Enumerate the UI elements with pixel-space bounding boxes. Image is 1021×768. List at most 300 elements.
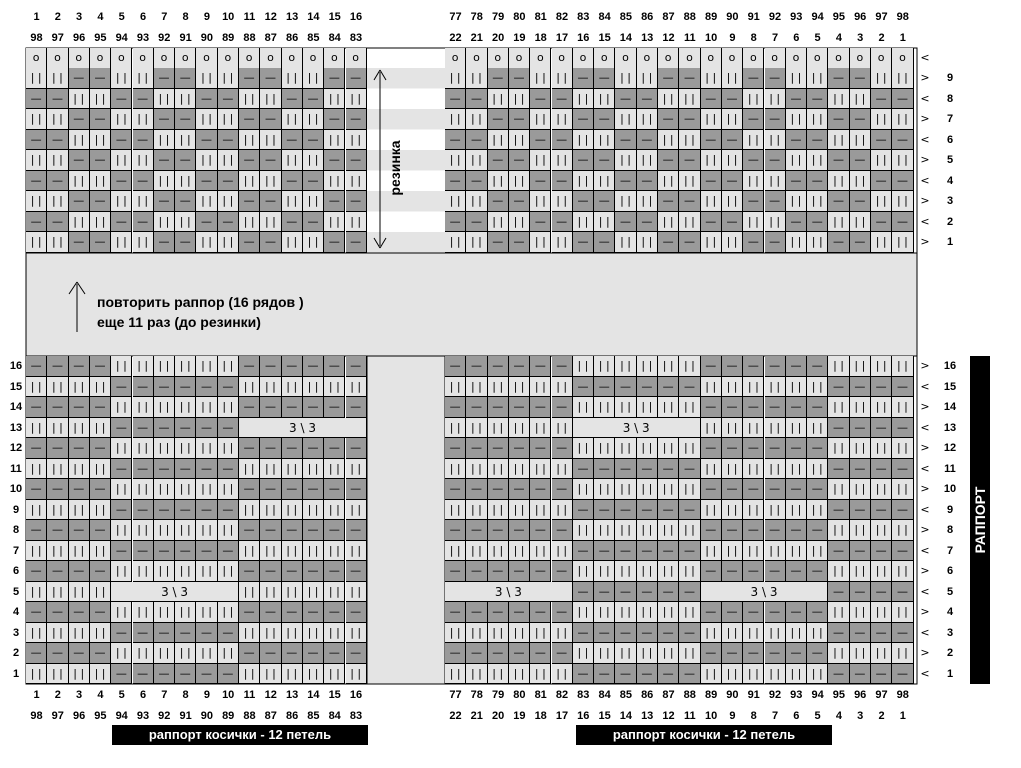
rib-stitch: | | [701, 150, 722, 171]
rib-stitch: | | [282, 232, 303, 253]
col-label-bottom-alt: 83 [349, 710, 363, 722]
rib-stitch: — [615, 130, 636, 151]
rib-stitch: | | [282, 109, 303, 130]
col-label-bottom: 85 [619, 689, 633, 701]
main-stitch: | | [445, 664, 466, 685]
rib-stitch: — [154, 232, 175, 253]
main-stitch: | | [637, 479, 658, 500]
rib-stitch: | | [637, 191, 658, 212]
main-stitch: — [239, 561, 260, 582]
col-label-top-alt: 8 [750, 32, 757, 44]
rib-stitch: — [509, 191, 530, 212]
rib-stitch: | | [282, 191, 303, 212]
rib-stitch: | | [743, 212, 764, 233]
rib-stitch: — [346, 68, 367, 89]
main-stitch: | | [26, 541, 47, 562]
rib-stitch: | | [218, 232, 239, 253]
rib-stitch: — [445, 89, 466, 110]
rib-stitch: | | [466, 232, 487, 253]
row-number-left: 14 [9, 401, 23, 413]
rib-stitch: | | [133, 68, 154, 89]
main-stitch: | | [260, 541, 281, 562]
rib-stitch: — [509, 68, 530, 89]
main-stitch: — [47, 397, 68, 418]
rib-stitch: — [133, 130, 154, 151]
rib-stitch: — [850, 191, 871, 212]
col-label-top-alt: 85 [307, 32, 320, 44]
rib-stitch: — [303, 130, 324, 151]
rib-stitch: | | [615, 191, 636, 212]
main-stitch: — [786, 520, 807, 541]
main-stitch: | | [637, 643, 658, 664]
main-stitch: — [303, 602, 324, 623]
row-direction: < [920, 379, 930, 393]
rib-stitch: — [679, 191, 700, 212]
col-label-bottom-alt: 14 [619, 710, 633, 722]
row-direction: > [920, 482, 930, 495]
main-stitch: — [679, 623, 700, 644]
col-label-top-alt: 1 [899, 32, 906, 44]
main-stitch: — [260, 643, 281, 664]
rib-stitch: — [488, 232, 509, 253]
row-direction: > [920, 153, 930, 166]
row-number: 4 [946, 174, 954, 187]
col-label-bottom-alt: 10 [704, 710, 718, 722]
col-label-top: 12 [264, 11, 277, 23]
rib-stitch: | | [892, 191, 913, 212]
main-stitch: | | [530, 500, 551, 521]
rib-gap-stripe [367, 232, 445, 253]
row-number-left: 6 [12, 565, 20, 577]
main-stitch: — [637, 623, 658, 644]
row-direction: < [920, 666, 930, 680]
main-stitch: | | [218, 356, 239, 377]
main-stitch: | | [346, 541, 367, 562]
main-stitch: | | [807, 623, 828, 644]
main-stitch: | | [175, 643, 196, 664]
rib-stitch: — [765, 150, 786, 171]
col-label-top-alt: 13 [641, 32, 654, 44]
rib-stitch: — [282, 130, 303, 151]
rib-stitch: | | [196, 68, 217, 89]
main-stitch: | | [552, 623, 573, 644]
main-stitch: | | [594, 397, 615, 418]
rib-stitch: — [69, 68, 90, 89]
rib-stitch: | | [445, 150, 466, 171]
rib-stitch: | | [47, 191, 68, 212]
main-stitch: — [303, 561, 324, 582]
main-stitch: — [445, 438, 466, 459]
main-stitch: — [488, 356, 509, 377]
rib-stitch: | | [111, 191, 132, 212]
row-direction: > [920, 71, 930, 84]
main-stitch: | | [743, 377, 764, 398]
cable-repeat-label-left: раппорт косички - 12 петель [112, 725, 368, 745]
main-stitch: | | [637, 561, 658, 582]
yarn-over-stitch: o [239, 48, 260, 69]
main-stitch: | | [175, 438, 196, 459]
rib-stitch: — [850, 68, 871, 89]
main-stitch: | | [828, 602, 849, 623]
main-stitch: | | [637, 520, 658, 541]
rib-stitch: — [637, 89, 658, 110]
rib-stitch: | | [743, 171, 764, 192]
main-stitch: — [488, 602, 509, 623]
col-label-top-alt: 4 [835, 32, 842, 44]
main-stitch: — [239, 602, 260, 623]
main-stitch: | | [445, 459, 466, 480]
main-stitch: | | [658, 479, 679, 500]
rib-stitch: | | [445, 109, 466, 130]
col-label-top-alt: 3 [857, 32, 864, 44]
rib-stitch: — [701, 89, 722, 110]
main-stitch: — [47, 438, 68, 459]
main-stitch: — [743, 356, 764, 377]
col-label-bottom-alt: 22 [449, 710, 462, 722]
col-label-bottom-alt: 17 [555, 710, 569, 722]
main-stitch: | | [850, 397, 871, 418]
main-stitch: — [850, 418, 871, 439]
main-stitch: — [218, 664, 239, 685]
main-stitch: — [573, 623, 594, 644]
main-stitch: — [111, 541, 132, 562]
main-stitch: — [90, 479, 111, 500]
col-label-top-alt: 91 [179, 32, 192, 44]
rib-stitch: | | [552, 150, 573, 171]
main-stitch: — [871, 377, 892, 398]
main-stitch: — [722, 438, 743, 459]
main-stitch: — [111, 623, 132, 644]
main-stitch: — [637, 500, 658, 521]
main-stitch: — [509, 520, 530, 541]
main-stitch: | | [786, 377, 807, 398]
col-label-top: 11 [243, 11, 256, 23]
main-stitch: — [133, 418, 154, 439]
main-stitch: | | [552, 541, 573, 562]
rib-stitch: | | [90, 171, 111, 192]
rib-stitch: | | [807, 109, 828, 130]
col-label-bottom-alt: 85 [307, 710, 320, 722]
main-stitch: — [552, 520, 573, 541]
row-number-left: 16 [9, 360, 23, 372]
main-stitch: — [466, 643, 487, 664]
main-stitch: — [488, 438, 509, 459]
main-stitch: | | [892, 438, 913, 459]
row-number: 3 [946, 626, 954, 639]
main-stitch: — [445, 356, 466, 377]
main-stitch: | | [722, 664, 743, 685]
rib-stitch: — [175, 109, 196, 130]
rib-stitch: — [679, 232, 700, 253]
row-number-left: 11 [10, 462, 22, 475]
main-stitch: — [26, 602, 47, 623]
row-direction: < [920, 502, 930, 516]
main-stitch: | | [743, 500, 764, 521]
row-number: 1 [946, 236, 954, 248]
main-stitch: | | [828, 643, 849, 664]
col-label-bottom-alt: 93 [136, 710, 150, 722]
main-stitch: — [573, 459, 594, 480]
rib-stitch: | | [552, 109, 573, 130]
yarn-over-stitch: o [509, 48, 530, 69]
main-stitch: — [282, 602, 303, 623]
rib-stitch: — [111, 212, 132, 233]
main-stitch: | | [552, 664, 573, 685]
main-stitch: | | [892, 520, 913, 541]
rib-stitch: | | [218, 109, 239, 130]
col-label-bottom: 86 [641, 689, 654, 701]
row-number: 5 [946, 154, 954, 166]
col-label-bottom: 4 [97, 689, 104, 701]
main-stitch: — [594, 623, 615, 644]
rib-stitch: | | [679, 212, 700, 233]
main-stitch: | | [701, 664, 722, 685]
main-stitch: | | [786, 623, 807, 644]
main-stitch: — [509, 397, 530, 418]
col-label-bottom: 11 [243, 689, 256, 701]
main-stitch: | | [552, 459, 573, 480]
main-stitch: | | [445, 623, 466, 644]
main-stitch: | | [282, 664, 303, 685]
row-number: 6 [946, 133, 954, 146]
main-stitch: — [828, 500, 849, 521]
main-stitch: — [445, 479, 466, 500]
rib-stitch: — [69, 191, 90, 212]
rib-stitch: | | [871, 109, 892, 130]
main-stitch: | | [637, 602, 658, 623]
yarn-over-stitch: o [303, 48, 324, 69]
rib-stitch: | | [69, 171, 90, 192]
rib-stitch: | | [133, 232, 154, 253]
col-label-top: 97 [875, 11, 888, 23]
rib-stitch: — [509, 232, 530, 253]
rib-stitch: — [850, 150, 871, 171]
main-stitch: — [445, 602, 466, 623]
main-stitch: — [701, 602, 722, 623]
rib-stitch: — [260, 109, 281, 130]
main-stitch: — [69, 438, 90, 459]
rib-stitch: — [239, 232, 260, 253]
col-label-top: 78 [470, 11, 483, 23]
main-stitch: — [594, 459, 615, 480]
rib-stitch: — [765, 191, 786, 212]
main-stitch: | | [850, 602, 871, 623]
main-stitch: | | [892, 397, 913, 418]
main-stitch: | | [530, 459, 551, 480]
main-stitch: — [892, 582, 913, 603]
rib-stitch: | | [303, 150, 324, 171]
main-stitch: — [47, 520, 68, 541]
main-stitch: — [552, 356, 573, 377]
col-label-bottom: 10 [222, 689, 235, 701]
main-stitch: | | [239, 623, 260, 644]
main-stitch: — [133, 377, 154, 398]
row-direction: < [920, 543, 930, 557]
main-stitch: | | [47, 459, 68, 480]
main-stitch: | | [47, 418, 68, 439]
yarn-over-stitch: o [260, 48, 281, 69]
col-label-top-alt: 96 [72, 32, 86, 44]
rib-stitch: | | [466, 109, 487, 130]
main-stitch: — [324, 397, 345, 418]
col-label-top-alt: 94 [115, 32, 128, 44]
main-stitch: | | [765, 541, 786, 562]
rib-stitch: | | [807, 150, 828, 171]
col-label-top: 96 [854, 11, 867, 23]
rib-stitch: — [466, 171, 487, 192]
main-stitch: | | [679, 520, 700, 541]
rib-stitch: — [324, 109, 345, 130]
col-label-top: 79 [491, 11, 505, 23]
rib-stitch: — [133, 171, 154, 192]
main-stitch: | | [47, 582, 68, 603]
rib-stitch: | | [828, 130, 849, 151]
main-stitch: — [807, 397, 828, 418]
col-label-top-alt: 93 [136, 32, 150, 44]
rib-stitch: — [658, 232, 679, 253]
main-stitch: — [196, 418, 217, 439]
rib-stitch: — [594, 150, 615, 171]
main-stitch: — [786, 643, 807, 664]
cable-cross: 3 \ 3 [239, 418, 367, 439]
main-stitch: | | [47, 623, 68, 644]
rib-stitch: | | [765, 130, 786, 151]
row-direction: < [920, 132, 930, 146]
cable-repeat-label-right: раппорт косички - 12 петель [576, 725, 832, 745]
main-stitch: — [324, 643, 345, 664]
main-stitch: — [871, 459, 892, 480]
main-stitch: | | [807, 500, 828, 521]
rib-stitch: — [573, 150, 594, 171]
main-stitch: | | [722, 500, 743, 521]
rib-stitch: — [47, 130, 68, 151]
main-stitch: | | [175, 602, 196, 623]
main-stitch: | | [26, 377, 47, 398]
main-stitch: | | [722, 377, 743, 398]
main-stitch: | | [658, 561, 679, 582]
col-label-top: 89 [704, 11, 718, 23]
rib-stitch: | | [154, 212, 175, 233]
main-stitch: — [786, 356, 807, 377]
col-label-top: 14 [307, 11, 320, 23]
rib-gap-stripe [367, 89, 445, 110]
main-stitch: | | [679, 479, 700, 500]
row-direction: > [920, 194, 930, 207]
rib-stitch: | | [743, 130, 764, 151]
rib-stitch: — [509, 109, 530, 130]
row-number: 7 [946, 544, 954, 557]
col-label-bottom: 90 [726, 689, 739, 701]
main-stitch: — [765, 356, 786, 377]
rib-stitch: — [722, 89, 743, 110]
main-stitch: — [850, 623, 871, 644]
main-stitch: | | [90, 500, 111, 521]
col-label-bottom: 95 [832, 689, 846, 701]
main-stitch: — [615, 664, 636, 685]
main-stitch: | | [175, 397, 196, 418]
main-stitch: — [47, 479, 68, 500]
main-stitch: — [552, 479, 573, 500]
main-stitch: | | [111, 520, 132, 541]
rib-stitch: | | [346, 171, 367, 192]
col-label-bottom: 78 [470, 689, 483, 701]
col-label-bottom: 94 [811, 689, 824, 701]
row-number-left: 3 [12, 626, 20, 639]
rib-stitch: — [488, 191, 509, 212]
rib-stitch: | | [175, 89, 196, 110]
rib-stitch: — [765, 109, 786, 130]
main-stitch: | | [26, 582, 47, 603]
main-stitch: — [658, 500, 679, 521]
main-stitch: — [530, 561, 551, 582]
rib-stitch: — [743, 150, 764, 171]
row-direction: > [920, 235, 930, 248]
main-stitch: — [765, 602, 786, 623]
main-stitch: — [488, 397, 509, 418]
rib-stitch: — [175, 68, 196, 89]
main-stitch: — [303, 520, 324, 541]
main-stitch: — [218, 377, 239, 398]
main-stitch: — [701, 397, 722, 418]
main-stitch: — [346, 561, 367, 582]
col-label-top-alt: 21 [470, 32, 483, 44]
main-stitch: | | [530, 377, 551, 398]
main-stitch: | | [47, 541, 68, 562]
col-label-bottom-alt: 20 [491, 710, 505, 722]
main-stitch: | | [90, 459, 111, 480]
main-stitch: — [239, 356, 260, 377]
main-stitch: | | [133, 643, 154, 664]
rib-stitch: — [175, 150, 196, 171]
rib-stitch: — [154, 109, 175, 130]
main-stitch: | | [850, 479, 871, 500]
row-number: 4 [946, 606, 954, 618]
main-stitch: — [111, 500, 132, 521]
main-stitch: | | [111, 643, 132, 664]
rib-stitch: — [69, 232, 90, 253]
rib-gap-stripe [367, 130, 445, 151]
main-stitch: — [765, 561, 786, 582]
main-stitch: | | [346, 500, 367, 521]
main-stitch: — [47, 643, 68, 664]
rib-stitch: — [175, 191, 196, 212]
col-label-top-alt: 10 [704, 32, 718, 44]
main-stitch: | | [509, 500, 530, 521]
col-label-top-alt: 87 [264, 32, 277, 44]
main-stitch: — [615, 623, 636, 644]
main-stitch: — [47, 356, 68, 377]
main-stitch: | | [594, 561, 615, 582]
main-stitch: — [175, 377, 196, 398]
main-stitch: — [722, 602, 743, 623]
main-stitch: — [552, 561, 573, 582]
main-stitch: — [488, 479, 509, 500]
rib-stitch: | | [594, 212, 615, 233]
main-stitch: — [828, 459, 849, 480]
col-label-bottom: 89 [704, 689, 718, 701]
col-label-bottom-alt: 13 [641, 710, 654, 722]
col-label-top: 10 [222, 11, 235, 23]
row-number: 3 [946, 195, 954, 207]
main-stitch: | | [445, 418, 466, 439]
row-direction: > [920, 564, 930, 577]
rib-stitch: — [26, 89, 47, 110]
rib-stitch: | | [722, 232, 743, 253]
row-number-left: 8 [12, 524, 20, 536]
main-stitch: — [722, 397, 743, 418]
rib-stitch: — [26, 130, 47, 151]
row-direction: > [920, 523, 930, 536]
